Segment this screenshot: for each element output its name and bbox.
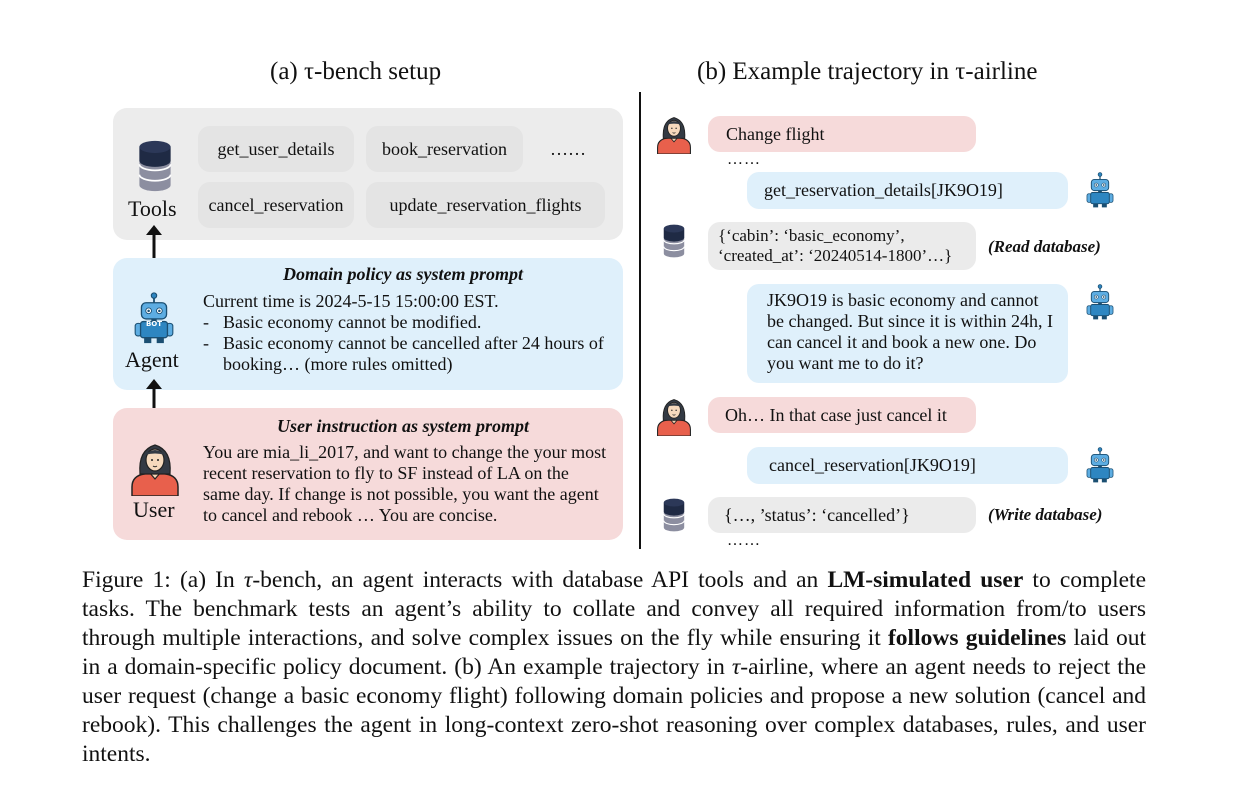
caption-text: -bench, an agent interacts with database API tools and an: [252, 567, 828, 593]
policy-rule: - Basic economy cannot be cancelled after 24 hours of booking… (more rules omitted): [203, 333, 608, 375]
policy-rule: - Basic economy cannot be modified.: [203, 312, 608, 333]
agent-label: Agent: [125, 347, 179, 372]
user-message: Oh… In that case just cancel it: [708, 397, 976, 433]
caption-bold: follows guidelines: [887, 625, 1067, 651]
database-icon: [661, 498, 687, 532]
user-instruction-header: User instruction as system prompt: [276, 416, 530, 436]
figure-caption: [82, 566, 1146, 769]
user-instruction-text: You are mia_li_2017, and want to change the your most recent reservation to fly to SF instead of LA on the same day. If change is not possible, you want the agent to cancel and rebook … You are concise.: [203, 442, 607, 525]
tau-symbol: τ: [731, 654, 741, 680]
database-icon: [661, 224, 687, 258]
user-message: Change flight: [708, 116, 976, 152]
user-avatar-icon: [653, 396, 695, 436]
agent-tool-call: get_reservation_details[JK9O19]: [747, 172, 1068, 209]
write-database-note: (Write database): [988, 505, 1103, 524]
tau-symbol: τ: [243, 567, 253, 593]
robot-badge-text: BOT: [145, 320, 163, 328]
database-response: [708, 222, 976, 270]
tools-label: Tools: [128, 196, 177, 221]
robot-icon: [1081, 172, 1119, 208]
caption-text: laid out in a domain-specific policy document. (b) An example trajectory in: [82, 625, 1146, 680]
caption-text: to complete tasks. The benchmark tests an agent’s ability to collate and convey all required information from/to users through multiple interactions, and solve complex issues on the fly while ensuring it: [82, 567, 1146, 651]
user-label: User: [133, 497, 175, 522]
robot-icon: [1081, 284, 1119, 320]
database-icon: [135, 140, 175, 192]
caption-text: -airline, where an agent needs to reject the user request (change a basic economy flight) following domain policies and propose a new solution (cancel and rebook). This challenges the agent in long-context zero-shot reasoning over complex databases, rules, and user intents.: [82, 654, 1146, 767]
policy-header: Domain policy as system prompt: [283, 264, 523, 284]
panel-a-title: (a) τ-bench setup: [270, 58, 442, 85]
database-line: {‘cabin’: ‘basic_economy’,: [718, 226, 905, 245]
policy-body: [203, 291, 608, 375]
database-line: ‘created_at’: ‘20240514-1800’…}: [718, 246, 953, 265]
tool-cancel-reservation: cancel_reservation: [198, 182, 354, 228]
caption-bold: LM-simulated user: [827, 567, 1024, 593]
user-avatar-icon: [128, 440, 182, 496]
tool-get-user-details: get_user_details: [198, 126, 354, 172]
caption-text: Figure 1: (a) In: [82, 567, 244, 593]
tools-ellipsis: ……: [550, 139, 586, 159]
panel-b-title: (b) Example trajectory in τ-airline: [697, 58, 1038, 85]
agent-reply: JK9O19 is basic economy and cannot be changed. But since it is within 24h, I can cancel it and book a new one. Do you want me to do it?: [747, 284, 1068, 383]
tool-book-reservation: book_reservation: [366, 126, 523, 172]
database-response: {…, ’status’: ‘cancelled’}: [708, 497, 976, 533]
policy-time: Current time is 2024-5-15 15:00:00 EST.: [203, 291, 499, 311]
agent-tool-call: cancel_reservation[JK9O19]: [747, 447, 1068, 484]
user-avatar-icon: [653, 114, 695, 154]
tool-update-reservation-flights: update_reservation_flights: [366, 182, 605, 228]
read-database-note: (Read database): [988, 237, 1101, 256]
panel-divider: [639, 92, 641, 549]
ellipsis: ……: [727, 532, 761, 549]
ellipsis: ……: [727, 151, 761, 168]
robot-icon: [129, 292, 179, 344]
robot-icon: [1081, 447, 1119, 483]
